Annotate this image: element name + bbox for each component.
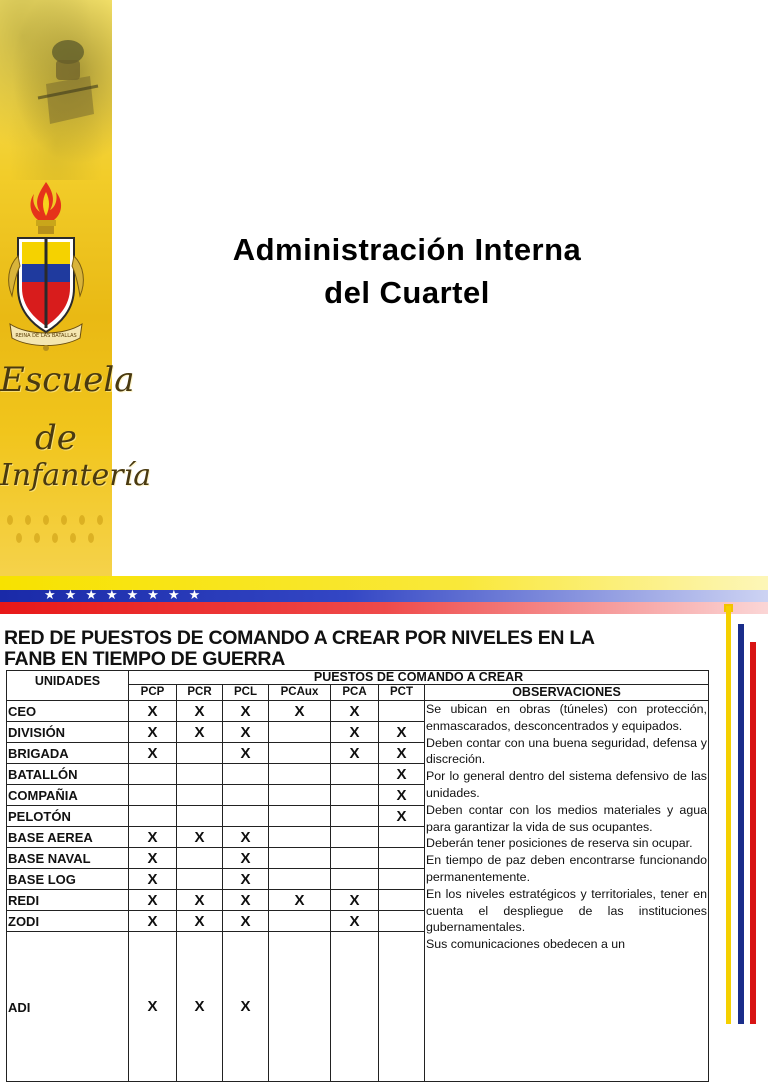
flag-star-icon: ★ bbox=[167, 588, 180, 603]
observation-item: En los niveles estratégicos y territoriales, tener en cuenta el despliegue de las instituciones gubernamentales. bbox=[426, 886, 707, 935]
mark-cell: X bbox=[379, 806, 425, 827]
flag-stars bbox=[44, 589, 200, 603]
infantry-school-emblem bbox=[4, 178, 88, 358]
mark-cell bbox=[269, 827, 331, 848]
mark-cell: X bbox=[129, 848, 177, 869]
mark-cell: X bbox=[269, 701, 331, 722]
mark-cell bbox=[331, 764, 379, 785]
mark-cell: X bbox=[269, 890, 331, 911]
mark-cell: X bbox=[129, 869, 177, 890]
vertical-bar-red bbox=[750, 642, 756, 1024]
mark-cell bbox=[379, 932, 425, 1082]
mark-cell bbox=[177, 785, 223, 806]
mark-cell bbox=[269, 785, 331, 806]
school-sidebar-banner bbox=[0, 0, 152, 576]
mark-cell: X bbox=[129, 701, 177, 722]
mark-cell bbox=[269, 869, 331, 890]
command-posts-slide bbox=[0, 576, 768, 1024]
unit-name-cell: ADI bbox=[7, 932, 129, 1082]
flag-star-icon: ★ bbox=[64, 588, 77, 603]
header-command-posts-group: PUESTOS DE COMANDO A CREAR bbox=[129, 671, 709, 685]
mark-cell bbox=[331, 806, 379, 827]
mark-cell: X bbox=[223, 743, 269, 764]
script-text-escuela: Escuela bbox=[0, 360, 135, 400]
mark-cell bbox=[379, 827, 425, 848]
mark-cell bbox=[269, 806, 331, 827]
mark-cell: X bbox=[129, 722, 177, 743]
mark-cell bbox=[379, 701, 425, 722]
unit-name-cell: BASE AEREA bbox=[7, 827, 129, 848]
mark-cell: X bbox=[223, 911, 269, 932]
header-pcaux: PCAux bbox=[269, 685, 331, 701]
unit-name-cell: BASE NAVAL bbox=[7, 848, 129, 869]
script-text-infanteria: Infantería bbox=[0, 458, 152, 493]
flag-star-icon: ★ bbox=[105, 588, 118, 603]
mark-cell: X bbox=[129, 827, 177, 848]
mark-cell bbox=[223, 806, 269, 827]
mark-cell bbox=[177, 764, 223, 785]
document-title bbox=[4, 628, 716, 670]
mark-cell bbox=[379, 869, 425, 890]
mark-cell: X bbox=[177, 911, 223, 932]
script-text-de: de bbox=[35, 418, 77, 458]
flag-band-red bbox=[0, 602, 768, 614]
vertical-bar-blue bbox=[738, 624, 744, 1024]
header-observations: OBSERVACIONES bbox=[425, 685, 709, 701]
mark-cell bbox=[177, 743, 223, 764]
mark-cell bbox=[129, 764, 177, 785]
mark-cell bbox=[331, 848, 379, 869]
observation-item: Deberán tener posiciones de reserva sin ocupar. bbox=[426, 836, 693, 851]
mark-cell bbox=[331, 869, 379, 890]
header-units: UNIDADES bbox=[7, 671, 129, 701]
slide-title bbox=[112, 228, 702, 314]
mark-cell bbox=[223, 764, 269, 785]
mark-cell: X bbox=[223, 890, 269, 911]
mark-cell bbox=[129, 806, 177, 827]
unit-name-cell: PELOTÓN bbox=[7, 806, 129, 827]
flag-star-icon: ★ bbox=[85, 588, 97, 603]
document-title-line-1: RED DE PUESTOS DE COMANDO A CREAR POR NIVELES EN LA bbox=[4, 627, 595, 649]
emblem-motto: REINA DE LAS BATALLAS bbox=[15, 333, 77, 339]
unit-name-cell: ZODI bbox=[7, 911, 129, 932]
mark-cell: X bbox=[379, 722, 425, 743]
observations-cell bbox=[425, 701, 709, 1082]
mark-cell: X bbox=[177, 722, 223, 743]
unit-name-cell: COMPAÑIA bbox=[7, 785, 129, 806]
mark-cell: X bbox=[379, 743, 425, 764]
mark-cell: X bbox=[223, 932, 269, 1082]
flag-star-icon: ★ bbox=[147, 588, 159, 603]
mark-cell: X bbox=[331, 890, 379, 911]
mark-cell bbox=[379, 848, 425, 869]
soldier-image bbox=[38, 24, 98, 144]
mark-cell: X bbox=[223, 848, 269, 869]
mark-cell: X bbox=[331, 722, 379, 743]
mark-cell bbox=[331, 827, 379, 848]
unit-name-cell: REDI bbox=[7, 890, 129, 911]
mark-cell: X bbox=[379, 785, 425, 806]
document-title-line-2: FANB EN TIEMPO DE GUERRA bbox=[4, 648, 285, 670]
header-pca: PCA bbox=[331, 685, 379, 701]
scanned-document bbox=[0, 628, 712, 1024]
mark-cell: X bbox=[177, 890, 223, 911]
mark-cell bbox=[269, 932, 331, 1082]
mark-cell bbox=[269, 764, 331, 785]
mark-cell: X bbox=[129, 932, 177, 1082]
header-pcl: PCL bbox=[223, 685, 269, 701]
observation-item: En tiempo de paz deben encontrarse funcionando permanentemente. bbox=[426, 853, 707, 884]
mark-cell: X bbox=[331, 743, 379, 764]
unit-name-cell: BRIGADA bbox=[7, 743, 129, 764]
vertical-bar-yellow bbox=[726, 606, 731, 1024]
mark-cell bbox=[379, 911, 425, 932]
mark-cell: X bbox=[223, 827, 269, 848]
mark-cell: X bbox=[129, 911, 177, 932]
flag-star-icon: ★ bbox=[188, 588, 201, 603]
table-row bbox=[7, 701, 709, 722]
command-posts-table bbox=[6, 670, 709, 1082]
observation-item: Por lo general dentro del sistema defensivo de las unidades. bbox=[426, 769, 707, 800]
mark-cell: X bbox=[177, 701, 223, 722]
unit-name-cell: DIVISIÓN bbox=[7, 722, 129, 743]
mark-cell: X bbox=[379, 764, 425, 785]
mark-cell: X bbox=[177, 932, 223, 1082]
header-pct: PCT bbox=[379, 685, 425, 701]
mark-cell bbox=[177, 869, 223, 890]
mark-cell bbox=[177, 848, 223, 869]
slide-title-line-2: del Cuartel bbox=[324, 275, 490, 310]
mark-cell bbox=[269, 848, 331, 869]
mark-cell bbox=[177, 806, 223, 827]
mark-cell: X bbox=[177, 827, 223, 848]
slide-title-line-1: Administración Interna bbox=[232, 232, 582, 267]
flag-star-icon: ★ bbox=[126, 588, 139, 603]
mark-cell: X bbox=[129, 743, 177, 764]
mark-cell: X bbox=[223, 722, 269, 743]
mark-cell bbox=[269, 722, 331, 743]
mark-cell bbox=[269, 911, 331, 932]
mark-cell bbox=[129, 785, 177, 806]
observation-item: Deben contar con los medios materiales y agua para garantizar la vida de sus ocupantes. bbox=[426, 802, 707, 834]
observation-item: Deben contar con una buena seguridad, defensa y discreción. bbox=[426, 735, 707, 767]
mark-cell bbox=[223, 785, 269, 806]
header-pcp: PCP bbox=[129, 685, 177, 701]
flag-star-icon: ★ bbox=[44, 588, 56, 603]
decorative-pattern bbox=[0, 510, 112, 550]
mark-cell: X bbox=[223, 869, 269, 890]
mark-cell bbox=[269, 743, 331, 764]
unit-name-cell: BATALLÓN bbox=[7, 764, 129, 785]
unit-name-cell: CEO bbox=[7, 701, 129, 722]
mark-cell bbox=[331, 785, 379, 806]
header-pcr: PCR bbox=[177, 685, 223, 701]
mark-cell bbox=[379, 890, 425, 911]
mark-cell: X bbox=[331, 911, 379, 932]
mark-cell bbox=[331, 932, 379, 1082]
mark-cell: X bbox=[223, 701, 269, 722]
unit-name-cell: BASE LOG bbox=[7, 869, 129, 890]
table-body bbox=[7, 701, 709, 1082]
observation-item: Sus comunicaciones obedecen a un bbox=[426, 937, 626, 952]
mark-cell: X bbox=[331, 701, 379, 722]
mark-cell: X bbox=[129, 890, 177, 911]
observation-item: Se ubican en obras (túneles) con protección, enmascarados, desconcentrados y equipados. bbox=[426, 702, 707, 733]
